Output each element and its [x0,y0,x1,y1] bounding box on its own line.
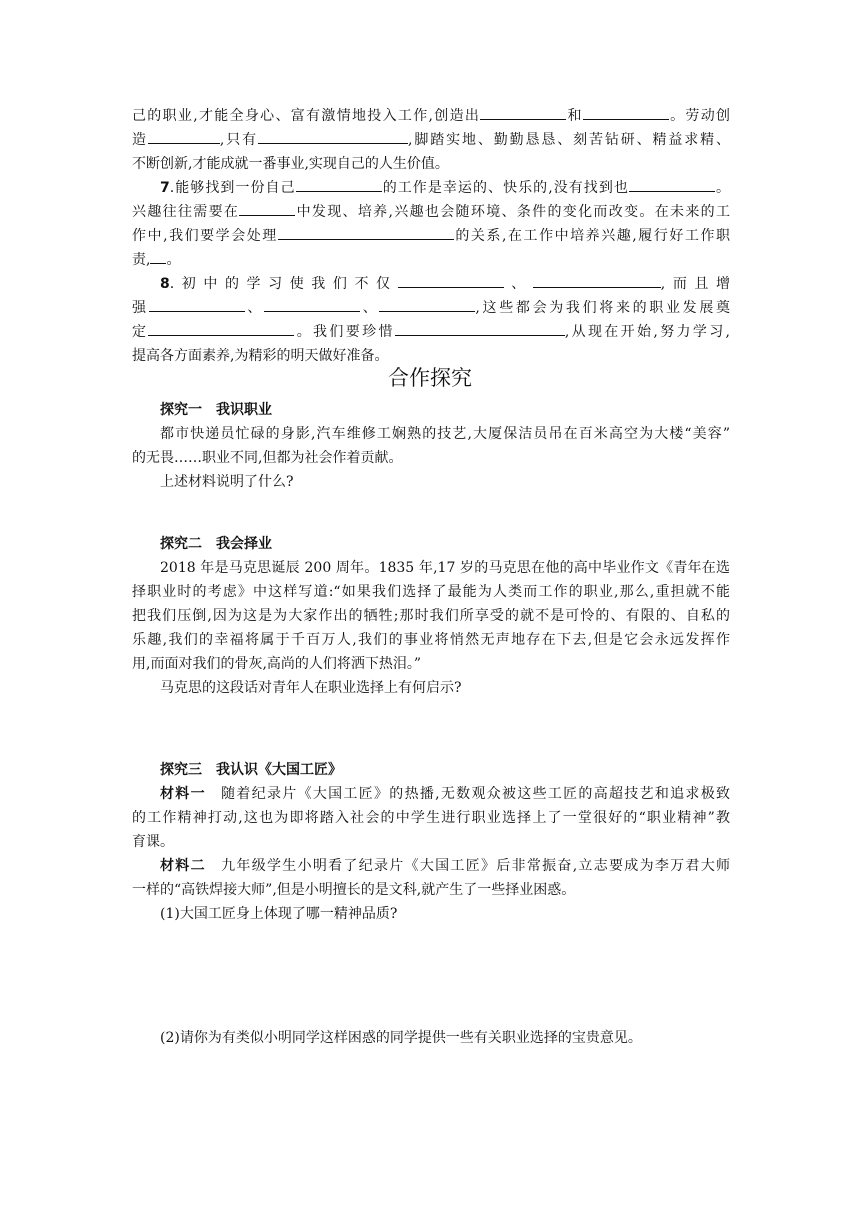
text: 和 [566,108,583,124]
item-7-line-1 [132,176,730,200]
answer-blank[interactable] [379,296,475,312]
text: 强 [132,300,149,316]
text: .初中的学习使我们不仅 [169,276,398,292]
paragraph-line: 乐趣,我们的幸福将属于千百万人,我们的事业将悄然无声地存在下去,但是它会永远发挥作 [132,632,730,648]
item-7-line-4 [132,248,730,272]
section-title: 合作探究 [388,366,472,390]
inquiry-3 [132,758,730,926]
text: 的关系,在工作中培养兴趣,履行好工作职 [453,228,730,244]
question: 马克思的这段话对青年人在职业选择上有何启示? [160,680,462,696]
inquiry-1-heading: 探究一 我识职业 [160,402,272,418]
answer-blank[interactable] [398,272,504,288]
paragraph-line: 都市快递员忙碌的身影,汽车维修工娴熟的技艺,大厦保洁员吊在百米高空为大楼“美容” [160,426,730,442]
answer-blank[interactable] [149,296,245,312]
text: 定 [132,324,149,340]
answer-blank[interactable] [258,128,408,144]
text: ,从现在开始,努力学习, [564,324,731,340]
answer-blank[interactable] [583,104,669,120]
question-1: (1)大国工匠身上体现了哪一精神品质? [160,906,398,922]
text: ,而且增 [660,276,730,292]
paragraph-line: 把我们压倒,因为这是为大家作出的牺牲;那时我们所享受的就不是可怜的、有限的、自私的 [132,608,730,624]
material-1-line: 育课。 [132,834,174,850]
item-number: 7 [160,180,170,196]
inquiry-3-heading: 探究三 我认识《大国工匠》 [160,762,342,778]
paragraph-line: 择职业时的考虑》中这样写道:“如果我们选择了最能为人类而工作的职业,那么,重担就不能 [132,584,730,600]
text: 作中,我们要学会处理 [132,228,278,244]
material-label: 材料二 [160,858,206,874]
text: 己的职业,才能全身心、富有激情地投入工作,创造出 [132,108,481,124]
answer-blank[interactable] [148,128,220,144]
answer-blank[interactable] [629,176,715,192]
fill-item-8 [132,272,730,368]
paragraph-line: 2018 年是马克思诞辰 200 周年。1835 年,17 岁的马克思在他的高中毕业作文《青年在选 [160,560,730,576]
item-8-line-4: 提高各方面素养,为精彩的明天做好准备。 [132,348,389,364]
text: 造 [132,132,148,148]
answer-blank[interactable] [480,104,566,120]
answer-blank[interactable] [148,320,294,336]
answer-blank[interactable] [533,272,661,288]
paragraph-line: 用,而面对我们的骨灰,高尚的人们将洒下热泪。” [132,656,422,672]
inquiry-2 [132,532,730,700]
answer-blank[interactable] [150,248,166,264]
text: 。 [714,180,731,196]
answer-blank[interactable] [278,224,454,240]
item-7-line-2 [132,200,730,224]
text: .能够找到一份自己 [169,180,296,196]
text: 中发现、培养,兴趣也会随环境、条件的变化而改变。在未来的工 [295,204,731,220]
material-2-line [132,854,730,878]
text: 。我们要珍惜 [294,324,395,340]
question-2-block [132,1026,730,1050]
material-label: 材料一 [160,786,206,802]
text: 。劳动创 [668,108,731,124]
text: ,这些都会为我们将来的职业发展奠 [475,300,731,316]
item-number: 8 [160,276,170,292]
material-1-line: 的工作精神打动,这也为即将踏入社会的中学生进行职业选择上了一堂很好的“职业精神”教 [132,810,730,826]
item-6-line-1 [132,104,730,128]
material-1-line [132,782,730,806]
answer-blank[interactable] [395,320,565,336]
text: ,只有 [219,132,258,148]
text: 。 [166,252,181,268]
paragraph-line: 的无畏……职业不同,但都为社会作着贡献。 [132,450,403,466]
material-2-line: 一样的“高铁焊接大师”,但是小明擅长的是文科,就产生了一些择业困惑。 [132,882,576,898]
text: 的工作是幸运的、快乐的,没有找到也 [381,180,629,196]
item-7-line-3 [132,224,730,248]
item-6-line-3: 不断创新,才能成就一番事业,实现自己的人生价值。 [132,156,449,172]
fill-item-6 [132,104,730,176]
text: 责, [132,252,151,268]
text: 兴趣往往需要在 [132,204,240,220]
text: ,脚踏实地、勤勤恳恳、刻苦钻研、精益求精、 [407,132,731,148]
text: 、 [244,300,265,316]
item-8-line-1 [132,272,730,296]
question: 上述材料说明了什么? [160,474,294,490]
item-8-line-3 [132,320,730,344]
item-6-line-2 [132,128,730,152]
item-8-line-2 [132,296,730,320]
inquiry-1 [132,398,730,494]
text: 随着纪录片《大国工匠》的热播,无数观众被这些工匠的高超技艺和追求极致 [205,786,730,802]
text: 、 [360,300,380,316]
question-2: (2)请你为有类似小明同学这样困惑的同学提供一些有关职业选择的宝贵意见。 [160,1030,642,1046]
inquiry-2-heading: 探究二 我会择业 [160,536,272,552]
answer-blank[interactable] [239,200,295,216]
answer-blank[interactable] [296,176,382,192]
text: 、 [503,276,533,292]
text: 九年级学生小明看了纪录片《大国工匠》后非常振奋,立志要成为李万君大师 [205,858,730,874]
fill-item-7 [132,176,730,272]
answer-blank[interactable] [264,296,360,312]
